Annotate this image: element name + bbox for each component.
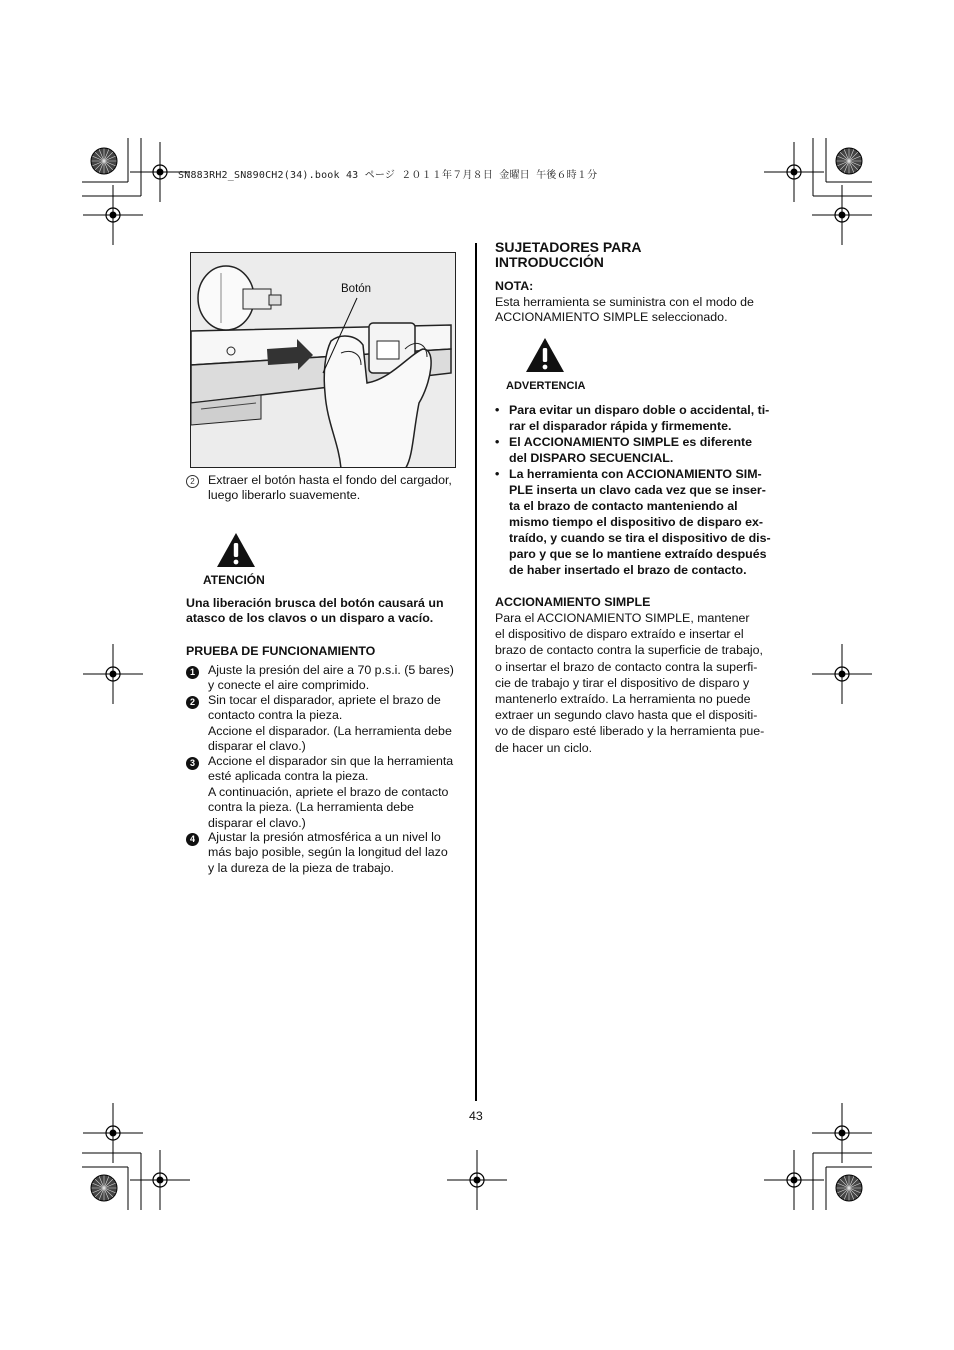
bullet-line: traído, y cuando se tira el dispositivo de dis- [509,531,771,545]
step-line: A continuación, apriete el brazo de contacto [208,784,449,799]
step-line: esté aplicada contra la pieza. [208,769,369,784]
warning-label: ADVERTENCIA [506,380,586,392]
warning-bullet [495,466,775,578]
page-number: 43 [469,1109,483,1123]
note-text [495,295,775,326]
warning-icon [524,336,566,374]
illustration-magazine-button [190,252,456,468]
note-label: NOTA: [495,279,534,293]
step-line: Accione el disparador. (La herramienta debe [208,723,452,738]
paragraph-line: brazo de contacto contra la superficie de trabajo, [495,643,763,658]
caption-text: Extraer el botón hasta el fondo del cargador, luego liberarlo suavemente. [208,473,452,503]
step-line: Ajuste la presión del aire a 70 p.s.i. (5 bares) [208,663,454,677]
callout-label-button: Botón [341,283,372,295]
step-number-badge: 3 [186,757,199,770]
tool-drawing [191,253,456,468]
step-line: Sin tocar el disparador, apriete el brazo de [208,693,441,707]
step-line: más bajo posible, según la longitud del lazo [208,845,448,860]
step-line: y conecte el aire comprimido. [208,678,370,693]
note-line: Esta herramienta se suministra con el modo de [495,295,754,309]
bullet-line: del DISPARO SECUENCIAL. [509,451,674,465]
caution-label: ATENCIÓN [203,573,265,587]
test-step-4 [186,830,462,876]
test-step-3 [186,754,462,831]
step-line: contra la pieza. (La herramienta debe [208,800,414,815]
step-number-badge: 4 [186,833,199,846]
bullet-line: • Para evitar un disparo doble o accidental, ti- [509,403,770,417]
step-line: disparar el clavo.) [208,815,306,830]
bullet-line: • La herramienta con ACCIONAMIENTO SIM- [509,467,762,481]
step-number-badge: 1 [186,666,199,679]
bullet-line: rar el disparador rápida y firmemente. [509,419,732,433]
step-number-badge: 2 [186,696,199,709]
step-line: Ajustar la presión atmosférica a un nivel lo [208,830,441,844]
caution-text: Una liberación brusca del botón causará un atasco de los clavos o un disparo a vacío. [186,596,444,626]
paragraph-line: de hacer un ciclo. [495,740,593,755]
column-divider [475,243,477,1101]
warning-bullet [495,434,775,466]
test-step-2 [186,693,462,755]
bullet-line: PLE inserta un clavo cada vez que se inser- [509,483,766,497]
step-line: Accione el disparador sin que la herramienta [208,754,454,768]
caption-number: 2 [186,475,199,488]
step-line: contacto contra la pieza. [208,708,343,723]
warning-bullet [495,402,775,434]
step-line: y la dureza de la pieza de trabajo. [208,860,394,875]
paragraph-line: Para el ACCIONAMIENTO SIMPLE, mantener [495,611,750,625]
paragraph-line: extraer un segundo clavo hasta que el dispositi- [495,708,758,723]
warning-bullet-list [495,402,775,578]
section-title-line: INTRODUCCIÓN [495,254,604,270]
note-line: ACCIONAMIENTO SIMPLE seleccionado. [495,310,728,325]
test-step-1 [186,663,462,694]
bullet-line: ta el brazo de contacto manteniendo al [509,499,738,513]
print-file-header: SN883RH2_SN890CH2(34).book 43 ページ ２０１１年７月８日 金曜日 午後６時１分 [178,170,598,181]
paragraph-line: el dispositivo de disparo extraído e insertar el [495,627,744,642]
bullet-line: paro y que se lo mantiene extraído después [509,547,767,561]
paragraph-line: o insertar el brazo de contacto contra la superfi- [495,659,758,674]
single-actuation-title: ACCIONAMIENTO SIMPLE [495,595,651,609]
paragraph-line: vo de disparo esté liberado y la herramienta pue- [495,724,765,739]
paragraph-line: cie de trabajo y tirar el dispositivo de disparo y [495,675,750,690]
paragraph-line: mantenerlo extraído. La herramienta no puede [495,692,751,707]
bullet-line: de haber insertado el brazo de contacto. [509,563,747,577]
figure-caption [186,473,462,504]
section-title [495,240,642,270]
bullet-line: mismo tiempo el dispositivo de disparo ex- [509,515,764,529]
section-title-line: SUJETADORES PARA [495,239,642,255]
single-actuation-text [495,610,780,756]
test-section-title: PRUEBA DE FUNCIONAMIENTO [186,644,376,658]
caution-warning-icon [215,531,257,569]
step-line: disparar el clavo.) [208,739,306,754]
bullet-line: • El ACCIONAMIENTO SIMPLE es diferente [509,435,753,449]
